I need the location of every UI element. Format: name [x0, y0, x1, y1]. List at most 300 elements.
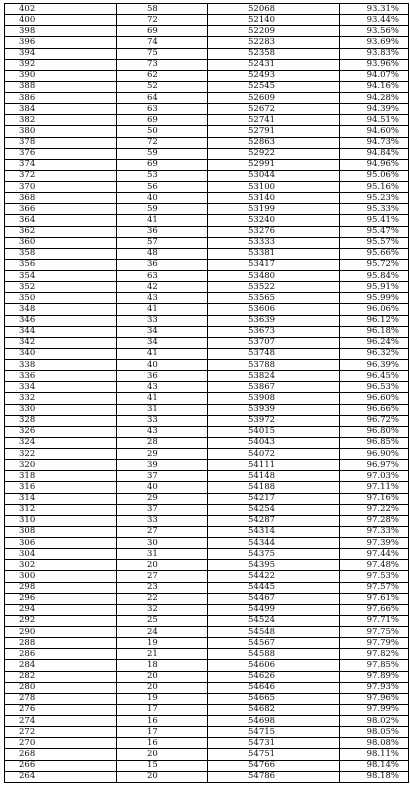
table-row [5, 59, 409, 70]
table-row [5, 70, 409, 81]
cumulative-count-cell: 54715 [208, 727, 340, 738]
cumulative-percent-cell: 93.44% [340, 15, 409, 26]
table-row [5, 704, 409, 715]
count-cell: 24 [117, 627, 208, 638]
count-cell: 40 [117, 360, 208, 371]
table-row [5, 515, 409, 526]
score-cell: 392 [5, 59, 117, 70]
cumulative-percent-cell: 97.79% [340, 638, 409, 649]
score-cell: 336 [5, 371, 117, 382]
score-cell: 396 [5, 37, 117, 48]
cumulative-count-cell: 53044 [208, 170, 340, 181]
score-cell: 356 [5, 259, 117, 270]
score-cell: 320 [5, 460, 117, 471]
count-cell: 43 [117, 426, 208, 437]
cumulative-count-cell: 52493 [208, 70, 340, 81]
score-cell: 390 [5, 70, 117, 81]
table-row [5, 738, 409, 749]
table-row [5, 4, 409, 15]
table-row [5, 293, 409, 304]
score-cell: 296 [5, 593, 117, 604]
score-cell: 334 [5, 382, 117, 393]
cumulative-percent-cell: 96.18% [340, 326, 409, 337]
table-row [5, 237, 409, 248]
cumulative-percent-cell: 97.57% [340, 582, 409, 593]
count-cell: 48 [117, 248, 208, 259]
table-row [5, 115, 409, 126]
cumulative-count-cell: 54111 [208, 460, 340, 471]
table-row [5, 360, 409, 371]
cumulative-count-cell: 53824 [208, 371, 340, 382]
cumulative-percent-cell: 97.16% [340, 493, 409, 504]
table-row [5, 560, 409, 571]
count-cell: 63 [117, 271, 208, 282]
table-row [5, 426, 409, 437]
cumulative-count-cell: 54682 [208, 704, 340, 715]
table-row [5, 271, 409, 282]
count-cell: 28 [117, 437, 208, 448]
score-cell: 284 [5, 660, 117, 671]
count-cell: 58 [117, 4, 208, 15]
cumulative-count-cell: 54588 [208, 649, 340, 660]
cumulative-percent-cell: 96.85% [340, 437, 409, 448]
score-cell: 272 [5, 727, 117, 738]
count-cell: 20 [117, 560, 208, 571]
score-cell: 348 [5, 304, 117, 315]
score-distribution-table [4, 3, 409, 783]
count-cell: 17 [117, 704, 208, 715]
score-cell: 314 [5, 493, 117, 504]
count-cell: 18 [117, 660, 208, 671]
table-row [5, 526, 409, 537]
table-row [5, 627, 409, 638]
count-cell: 40 [117, 193, 208, 204]
table-row [5, 337, 409, 348]
count-cell: 59 [117, 148, 208, 159]
table-row [5, 682, 409, 693]
cumulative-count-cell: 54287 [208, 515, 340, 526]
cumulative-percent-cell: 96.06% [340, 304, 409, 315]
count-cell: 31 [117, 549, 208, 560]
count-cell: 72 [117, 15, 208, 26]
cumulative-count-cell: 54567 [208, 638, 340, 649]
table-row [5, 615, 409, 626]
table-row [5, 504, 409, 515]
count-cell: 41 [117, 304, 208, 315]
score-cell: 298 [5, 582, 117, 593]
score-cell: 304 [5, 549, 117, 560]
table-row [5, 48, 409, 59]
table-body [5, 4, 409, 783]
count-cell: 21 [117, 649, 208, 660]
cumulative-percent-cell: 98.05% [340, 727, 409, 738]
count-cell: 34 [117, 326, 208, 337]
cumulative-percent-cell: 97.93% [340, 682, 409, 693]
count-cell: 23 [117, 582, 208, 593]
cumulative-percent-cell: 98.18% [340, 771, 409, 782]
score-cell: 354 [5, 271, 117, 282]
cumulative-percent-cell: 97.61% [340, 593, 409, 604]
count-cell: 41 [117, 348, 208, 359]
score-cell: 276 [5, 704, 117, 715]
count-cell: 69 [117, 159, 208, 170]
table-row [5, 348, 409, 359]
table-row [5, 437, 409, 448]
table-row [5, 671, 409, 682]
cumulative-percent-cell: 94.84% [340, 148, 409, 159]
cumulative-percent-cell: 96.97% [340, 460, 409, 471]
cumulative-percent-cell: 97.11% [340, 482, 409, 493]
cumulative-percent-cell: 95.41% [340, 215, 409, 226]
count-cell: 50 [117, 126, 208, 137]
cumulative-percent-cell: 94.60% [340, 126, 409, 137]
count-cell: 20 [117, 671, 208, 682]
score-cell: 294 [5, 604, 117, 615]
table-row [5, 382, 409, 393]
cumulative-percent-cell: 96.90% [340, 449, 409, 460]
score-cell: 322 [5, 449, 117, 460]
count-cell: 43 [117, 293, 208, 304]
score-cell: 308 [5, 526, 117, 537]
score-cell: 352 [5, 282, 117, 293]
count-cell: 69 [117, 115, 208, 126]
cumulative-count-cell: 54626 [208, 671, 340, 682]
cumulative-percent-cell: 93.56% [340, 26, 409, 37]
cumulative-count-cell: 54344 [208, 538, 340, 549]
count-cell: 34 [117, 337, 208, 348]
score-cell: 266 [5, 760, 117, 771]
table-row [5, 148, 409, 159]
count-cell: 36 [117, 371, 208, 382]
cumulative-count-cell: 54395 [208, 560, 340, 571]
cumulative-count-cell: 52672 [208, 104, 340, 115]
table-row [5, 460, 409, 471]
count-cell: 17 [117, 727, 208, 738]
count-cell: 41 [117, 215, 208, 226]
cumulative-percent-cell: 96.12% [340, 315, 409, 326]
table-row [5, 170, 409, 181]
cumulative-percent-cell: 95.57% [340, 237, 409, 248]
count-cell: 56 [117, 182, 208, 193]
cumulative-count-cell: 52545 [208, 81, 340, 92]
cumulative-percent-cell: 98.02% [340, 716, 409, 727]
score-cell: 360 [5, 237, 117, 248]
cumulative-count-cell: 53606 [208, 304, 340, 315]
table-row [5, 549, 409, 560]
score-cell: 280 [5, 682, 117, 693]
cumulative-count-cell: 54254 [208, 504, 340, 515]
cumulative-percent-cell: 94.39% [340, 104, 409, 115]
cumulative-count-cell: 52863 [208, 137, 340, 148]
cumulative-count-cell: 52991 [208, 159, 340, 170]
count-cell: 29 [117, 493, 208, 504]
cumulative-percent-cell: 94.96% [340, 159, 409, 170]
table-row [5, 604, 409, 615]
cumulative-percent-cell: 93.31% [340, 4, 409, 15]
cumulative-percent-cell: 95.66% [340, 248, 409, 259]
cumulative-count-cell: 54548 [208, 627, 340, 638]
cumulative-count-cell: 53788 [208, 360, 340, 371]
table-row [5, 538, 409, 549]
count-cell: 37 [117, 504, 208, 515]
count-cell: 74 [117, 37, 208, 48]
table-row [5, 15, 409, 26]
score-cell: 388 [5, 81, 117, 92]
score-cell: 366 [5, 204, 117, 215]
cumulative-percent-cell: 95.23% [340, 193, 409, 204]
count-cell: 73 [117, 59, 208, 70]
cumulative-percent-cell: 95.91% [340, 282, 409, 293]
score-cell: 330 [5, 404, 117, 415]
count-cell: 63 [117, 104, 208, 115]
cumulative-percent-cell: 97.22% [340, 504, 409, 515]
count-cell: 57 [117, 237, 208, 248]
score-cell: 324 [5, 437, 117, 448]
count-cell: 40 [117, 482, 208, 493]
cumulative-percent-cell: 93.69% [340, 37, 409, 48]
cumulative-count-cell: 54422 [208, 571, 340, 582]
cumulative-count-cell: 53140 [208, 193, 340, 204]
cumulative-percent-cell: 95.33% [340, 204, 409, 215]
cumulative-count-cell: 52922 [208, 148, 340, 159]
count-cell: 33 [117, 315, 208, 326]
score-cell: 384 [5, 104, 117, 115]
cumulative-percent-cell: 96.60% [340, 393, 409, 404]
cumulative-count-cell: 54043 [208, 437, 340, 448]
table-row [5, 393, 409, 404]
count-cell: 43 [117, 382, 208, 393]
table-row [5, 248, 409, 259]
table-row [5, 693, 409, 704]
cumulative-count-cell: 52791 [208, 126, 340, 137]
count-cell: 69 [117, 26, 208, 37]
cumulative-count-cell: 54148 [208, 471, 340, 482]
cumulative-percent-cell: 95.99% [340, 293, 409, 304]
score-cell: 288 [5, 638, 117, 649]
table-row [5, 449, 409, 460]
cumulative-count-cell: 53565 [208, 293, 340, 304]
score-cell: 264 [5, 771, 117, 782]
cumulative-count-cell: 53522 [208, 282, 340, 293]
score-cell: 358 [5, 248, 117, 259]
cumulative-count-cell: 53480 [208, 271, 340, 282]
cumulative-percent-cell: 97.48% [340, 560, 409, 571]
cumulative-count-cell: 54015 [208, 426, 340, 437]
cumulative-percent-cell: 97.82% [340, 649, 409, 660]
table-row [5, 482, 409, 493]
cumulative-percent-cell: 96.32% [340, 348, 409, 359]
score-cell: 270 [5, 738, 117, 749]
cumulative-percent-cell: 96.45% [340, 371, 409, 382]
table-row [5, 126, 409, 137]
score-cell: 368 [5, 193, 117, 204]
cumulative-count-cell: 52431 [208, 59, 340, 70]
table-row [5, 137, 409, 148]
score-cell: 394 [5, 48, 117, 59]
cumulative-count-cell: 53639 [208, 315, 340, 326]
cumulative-count-cell: 53240 [208, 215, 340, 226]
score-cell: 374 [5, 159, 117, 170]
score-cell: 380 [5, 126, 117, 137]
cumulative-percent-cell: 96.53% [340, 382, 409, 393]
cumulative-count-cell: 53417 [208, 259, 340, 270]
table-row [5, 193, 409, 204]
score-cell: 400 [5, 15, 117, 26]
table-row [5, 93, 409, 104]
count-cell: 25 [117, 615, 208, 626]
score-cell: 328 [5, 415, 117, 426]
cumulative-count-cell: 54314 [208, 526, 340, 537]
score-cell: 302 [5, 560, 117, 571]
cumulative-percent-cell: 97.28% [340, 515, 409, 526]
cumulative-count-cell: 54467 [208, 593, 340, 604]
table-row [5, 159, 409, 170]
cumulative-count-cell: 54698 [208, 716, 340, 727]
count-cell: 52 [117, 81, 208, 92]
count-cell: 32 [117, 604, 208, 615]
cumulative-percent-cell: 96.72% [340, 415, 409, 426]
table-row [5, 749, 409, 760]
table-row [5, 771, 409, 782]
table-row [5, 37, 409, 48]
cumulative-percent-cell: 94.16% [340, 81, 409, 92]
cumulative-percent-cell: 96.66% [340, 404, 409, 415]
score-cell: 362 [5, 226, 117, 237]
cumulative-count-cell: 53908 [208, 393, 340, 404]
count-cell: 42 [117, 282, 208, 293]
score-cell: 350 [5, 293, 117, 304]
cumulative-count-cell: 53707 [208, 337, 340, 348]
table-row [5, 259, 409, 270]
count-cell: 22 [117, 593, 208, 604]
cumulative-count-cell: 52358 [208, 48, 340, 59]
count-cell: 39 [117, 460, 208, 471]
score-cell: 376 [5, 148, 117, 159]
cumulative-count-cell: 54751 [208, 749, 340, 760]
cumulative-percent-cell: 95.06% [340, 170, 409, 181]
score-cell: 344 [5, 326, 117, 337]
table-row [5, 371, 409, 382]
table-row [5, 26, 409, 37]
cumulative-percent-cell: 97.96% [340, 693, 409, 704]
cumulative-percent-cell: 97.44% [340, 549, 409, 560]
cumulative-percent-cell: 95.84% [340, 271, 409, 282]
cumulative-percent-cell: 95.72% [340, 259, 409, 270]
score-cell: 372 [5, 170, 117, 181]
table-row [5, 315, 409, 326]
table-row [5, 638, 409, 649]
cumulative-count-cell: 53673 [208, 326, 340, 337]
cumulative-percent-cell: 97.71% [340, 615, 409, 626]
count-cell: 75 [117, 48, 208, 59]
count-cell: 41 [117, 393, 208, 404]
table-row [5, 716, 409, 727]
count-cell: 33 [117, 415, 208, 426]
score-cell: 268 [5, 749, 117, 760]
count-cell: 19 [117, 638, 208, 649]
cumulative-count-cell: 54217 [208, 493, 340, 504]
count-cell: 64 [117, 93, 208, 104]
count-cell: 36 [117, 226, 208, 237]
cumulative-count-cell: 54188 [208, 482, 340, 493]
table-row [5, 571, 409, 582]
cumulative-count-cell: 54646 [208, 682, 340, 693]
score-cell: 282 [5, 671, 117, 682]
score-cell: 310 [5, 515, 117, 526]
score-cell: 338 [5, 360, 117, 371]
score-cell: 286 [5, 649, 117, 660]
table-row [5, 415, 409, 426]
score-cell: 306 [5, 538, 117, 549]
cumulative-count-cell: 54499 [208, 604, 340, 615]
count-cell: 36 [117, 259, 208, 270]
table-row [5, 304, 409, 315]
cumulative-percent-cell: 94.07% [340, 70, 409, 81]
cumulative-percent-cell: 95.16% [340, 182, 409, 193]
score-cell: 346 [5, 315, 117, 326]
score-cell: 274 [5, 716, 117, 727]
table-row [5, 226, 409, 237]
table-row [5, 760, 409, 771]
score-cell: 312 [5, 504, 117, 515]
cumulative-count-cell: 54524 [208, 615, 340, 626]
cumulative-percent-cell: 97.39% [340, 538, 409, 549]
count-cell: 16 [117, 738, 208, 749]
cumulative-percent-cell: 98.11% [340, 749, 409, 760]
cumulative-percent-cell: 97.53% [340, 571, 409, 582]
table-row [5, 471, 409, 482]
score-cell: 316 [5, 482, 117, 493]
cumulative-percent-cell: 97.89% [340, 671, 409, 682]
count-cell: 62 [117, 70, 208, 81]
count-cell: 31 [117, 404, 208, 415]
cumulative-percent-cell: 97.85% [340, 660, 409, 671]
count-cell: 20 [117, 771, 208, 782]
score-cell: 318 [5, 471, 117, 482]
cumulative-count-cell: 54766 [208, 760, 340, 771]
score-cell: 386 [5, 93, 117, 104]
score-cell: 370 [5, 182, 117, 193]
score-cell: 290 [5, 627, 117, 638]
cumulative-percent-cell: 94.28% [340, 93, 409, 104]
score-cell: 300 [5, 571, 117, 582]
cumulative-percent-cell: 95.47% [340, 226, 409, 237]
count-cell: 20 [117, 682, 208, 693]
cumulative-count-cell: 53276 [208, 226, 340, 237]
count-cell: 27 [117, 571, 208, 582]
count-cell: 72 [117, 137, 208, 148]
table-row [5, 104, 409, 115]
table-row [5, 404, 409, 415]
table-row [5, 493, 409, 504]
table-row [5, 593, 409, 604]
cumulative-count-cell: 54606 [208, 660, 340, 671]
table-row [5, 660, 409, 671]
table-row [5, 204, 409, 215]
cumulative-count-cell: 54445 [208, 582, 340, 593]
cumulative-percent-cell: 93.96% [340, 59, 409, 70]
table-row [5, 182, 409, 193]
cumulative-percent-cell: 97.03% [340, 471, 409, 482]
cumulative-count-cell: 54665 [208, 693, 340, 704]
cumulative-count-cell: 54731 [208, 738, 340, 749]
table-row [5, 282, 409, 293]
cumulative-count-cell: 52283 [208, 37, 340, 48]
cumulative-count-cell: 53972 [208, 415, 340, 426]
count-cell: 33 [117, 515, 208, 526]
cumulative-percent-cell: 98.14% [340, 760, 409, 771]
cumulative-count-cell: 54072 [208, 449, 340, 460]
